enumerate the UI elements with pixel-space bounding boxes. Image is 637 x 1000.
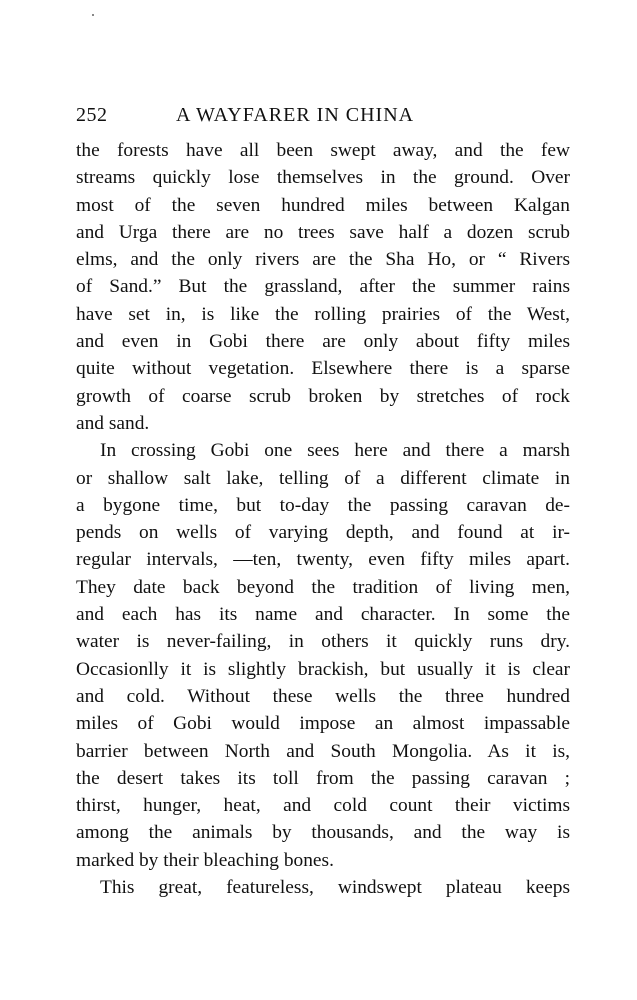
text-line: This great, featureless, windswept plateau keeps xyxy=(100,877,570,899)
text-line: and cold. Without these wells the three hundred xyxy=(76,685,570,707)
text-line: water is never-failing, in others it quickly runs dry. xyxy=(76,631,570,653)
text-line: the forests have all been swept away, and the few xyxy=(76,140,570,161)
text-line: thirst, hunger, heat, and cold count their victims xyxy=(76,795,570,817)
speck-mark xyxy=(92,14,94,16)
text-line: most of the seven hundred miles between Kalgan xyxy=(76,194,570,216)
text-line: and each has its name and character. In some the xyxy=(76,604,570,626)
text-line: They date back beyond the tradition of living men, xyxy=(76,576,570,598)
text-line: regular intervals, —ten, twenty, even fifty miles apart. xyxy=(76,549,570,571)
text-line: among the animals by thousands, and the way is xyxy=(76,822,570,844)
text-line: and sand. xyxy=(76,412,150,434)
running-head: A WAYFARER IN CHINA xyxy=(176,104,415,126)
text-line: quite without vegetation. Elsewhere there is a sparse xyxy=(76,358,570,380)
text-line: barrier between North and South Mongolia. As it is, xyxy=(76,740,570,762)
text-line: and even in Gobi there are only about fifty miles xyxy=(76,331,570,353)
text-line: miles of Gobi would impose an almost impassable xyxy=(76,713,570,735)
text-line: pends on wells of varying depth, and found at ir- xyxy=(76,522,570,544)
text-line: have set in, is like the rolling prairies of the West, xyxy=(76,303,570,325)
text-line: a bygone time, but to-day the passing caravan de- xyxy=(76,494,570,516)
body-text xyxy=(76,137,570,901)
text-line: Occasionlly it is slightly brackish, but usually it is clear xyxy=(76,658,570,680)
text-line: streams quickly lose themselves in the ground. Over xyxy=(76,167,570,189)
text-line: and Urga there are no trees save half a dozen scrub xyxy=(76,221,570,243)
text-line: In crossing Gobi one sees here and there a marsh xyxy=(100,440,570,462)
text-line: growth of coarse scrub broken by stretches of rock xyxy=(76,385,570,407)
text-line: the desert takes its toll from the passing caravan ; xyxy=(76,767,570,789)
text-line: marked by their bleaching bones. xyxy=(76,849,334,871)
page-header xyxy=(76,100,570,130)
text-line: of Sand.” But the grassland, after the summer rains xyxy=(76,276,570,298)
text-line: or shallow salt lake, telling of a different climate in xyxy=(76,467,570,489)
text-line: elms, and the only rivers are the Sha Ho, or “ Rivers xyxy=(76,249,570,271)
page-number: 252 xyxy=(76,104,108,126)
